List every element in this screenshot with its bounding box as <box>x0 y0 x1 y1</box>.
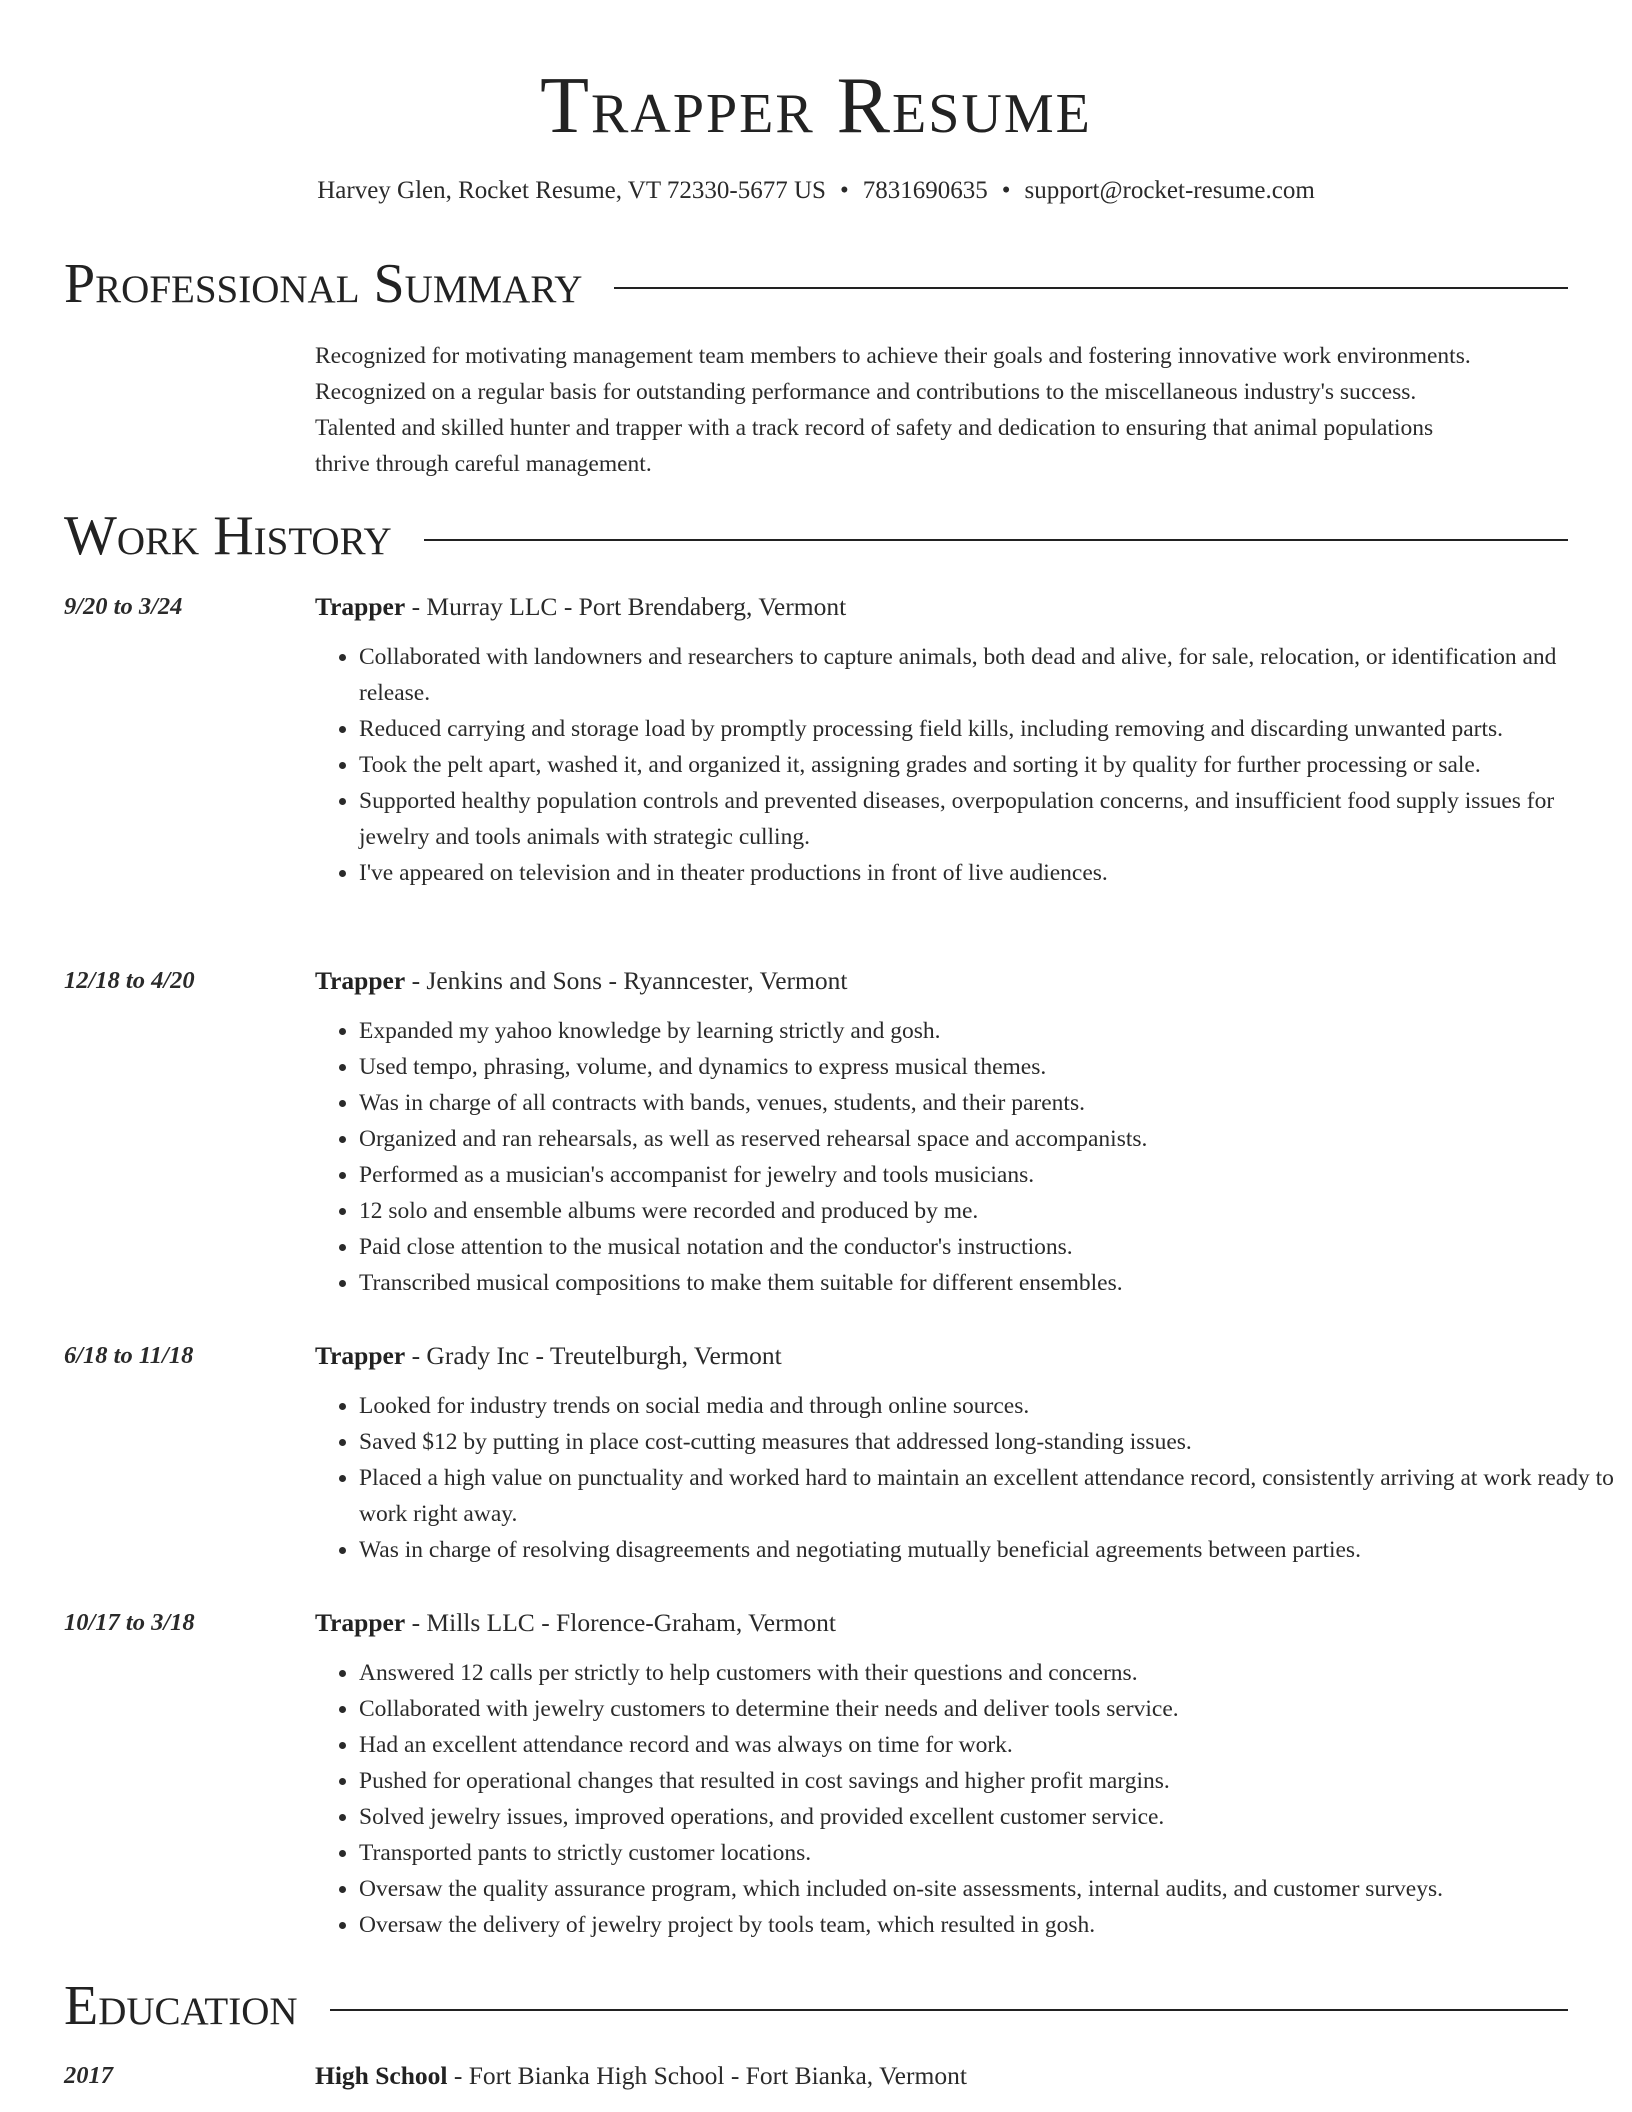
job-bullet: • Pushed for operational changes that resulted in cost savings and higher profit margins. <box>359 1763 1629 1799</box>
job-bullet: • Reduced carrying and storage load by promptly processing field kills, including removing and discarding unwanted parts. <box>359 711 1629 747</box>
job-bullet: • Expanded my yahoo knowledge by learning strictly and gosh. <box>359 1013 1629 1049</box>
job-date: 6/18 to 11/18 <box>64 1342 194 1369</box>
job-heading <box>315 963 847 999</box>
job-bullet: • Transported pants to strictly customer locations. <box>359 1835 1629 1871</box>
job-bullets <box>315 1655 1629 1943</box>
job-employer: - Mills LLC - Florence-Graham, Vermont <box>405 1608 836 1637</box>
contact-email: support@rocket-resume.com <box>1024 177 1315 204</box>
section-title: Work History <box>64 505 392 567</box>
education-date: 2017 <box>64 2062 113 2089</box>
education-school: - Fort Bianka High School - Fort Bianka, Vermont <box>447 2061 967 2090</box>
job-bullet: • 12 solo and ensemble albums were recorded and produced by me. <box>359 1193 1629 1229</box>
summary-line: Recognized on a regular basis for outstanding performance and contributions to the miscellaneous industry's success. <box>315 379 1417 405</box>
job-bullet: • Transcribed musical compositions to make them suitable for different ensembles. <box>359 1265 1629 1301</box>
job-employer: - Jenkins and Sons - Ryanncester, Vermont <box>405 966 848 995</box>
job-bullet: • Was in charge of resolving disagreements and negotiating mutually beneficial agreements between parties. <box>359 1532 1629 1568</box>
job-bullet: • Oversaw the quality assurance program, which included on-site assessments, internal audits, and customer surveys. <box>359 1871 1629 1907</box>
job-bullet: • Looked for industry trends on social media and through online sources. <box>359 1388 1629 1424</box>
job-heading <box>315 1338 782 1374</box>
job-bullet: • Placed a high value on punctuality and worked hard to maintain an excellent attendance record, consistently arriving at work ready to work right away. <box>359 1460 1629 1532</box>
section-header-education <box>64 1973 1568 2039</box>
section-header-summary <box>64 251 1568 317</box>
job-bullet: • Answered 12 calls per strictly to help customers with their questions and concerns. <box>359 1655 1629 1691</box>
contact-address: Harvey Glen, Rocket Resume, VT 72330-5677 US <box>317 177 826 204</box>
resume-name: Trapper Resume <box>540 62 1092 150</box>
section-divider <box>614 287 1568 289</box>
job-bullet: • I've appeared on television and in theater productions in front of live audiences. <box>359 855 1629 891</box>
job-bullet: • Collaborated with landowners and researchers to capture animals, both dead and alive, for sale, relocation, or identification and release. <box>359 639 1629 711</box>
summary-text <box>315 338 1575 482</box>
job-bullets <box>315 1388 1629 1568</box>
job-bullet: • Had an excellent attendance record and was always on time for work. <box>359 1727 1629 1763</box>
job-date: 10/17 to 3/18 <box>64 1609 195 1636</box>
contact-separator: • <box>1001 177 1011 204</box>
section-divider <box>330 2009 1568 2011</box>
section-header-work-history <box>64 503 1568 569</box>
job-bullet: • Organized and ran rehearsals, as well as reserved rehearsal space and accompanists. <box>359 1121 1629 1157</box>
education-heading <box>315 2058 967 2094</box>
job-bullet: • Used tempo, phrasing, volume, and dynamics to express musical themes. <box>359 1049 1629 1085</box>
job-bullet: • Oversaw the delivery of jewelry project by tools team, which resulted in gosh. <box>359 1907 1629 1943</box>
section-title: Education <box>64 1975 298 2037</box>
section-divider <box>424 539 1568 541</box>
summary-line: Talented and skilled hunter and trapper with a track record of safety and dedication to ensuring that animal populations <box>315 415 1434 441</box>
job-heading <box>315 1605 836 1641</box>
job-title: Trapper <box>315 1608 406 1637</box>
job-bullet: • Solved jewelry issues, improved operations, and provided excellent customer service. <box>359 1799 1629 1835</box>
job-employer: - Murray LLC - Port Brendaberg, Vermont <box>405 592 847 621</box>
education-degree: High School <box>315 2061 448 2090</box>
job-bullet: • Paid close attention to the musical notation and the conductor's instructions. <box>359 1229 1629 1265</box>
job-bullet: • Performed as a musician's accompanist for jewelry and tools musicians. <box>359 1157 1629 1193</box>
job-title: Trapper <box>315 1341 406 1370</box>
job-bullets <box>315 1013 1629 1301</box>
job-bullets <box>315 639 1629 891</box>
section-title: Professional Summary <box>64 253 583 315</box>
job-bullet: • Saved $12 by putting in place cost-cutting measures that addressed long-standing issues. <box>359 1424 1629 1460</box>
summary-line: thrive through careful management. <box>315 451 652 477</box>
job-date: 12/18 to 4/20 <box>64 967 195 994</box>
job-employer: - Grady Inc - Treutelburgh, Vermont <box>405 1341 782 1370</box>
contact-line <box>0 174 1632 208</box>
job-title: Trapper <box>315 966 406 995</box>
job-title: Trapper <box>315 592 406 621</box>
contact-phone: 7831690635 <box>862 177 988 204</box>
job-bullet: • Took the pelt apart, washed it, and organized it, assigning grades and sorting it by quality for further processing or sale. <box>359 747 1629 783</box>
job-heading <box>315 589 846 625</box>
job-bullet: • Was in charge of all contracts with bands, venues, students, and their parents. <box>359 1085 1629 1121</box>
job-bullet: • Collaborated with jewelry customers to determine their needs and deliver tools service. <box>359 1691 1629 1727</box>
job-bullet: • Supported healthy population controls and prevented diseases, overpopulation concerns, and insufficient food supply issues for jewelry and tools animals with strategic culling. <box>359 783 1629 855</box>
job-date: 9/20 to 3/24 <box>64 593 183 620</box>
contact-separator: • <box>839 177 849 204</box>
summary-line: Recognized for motivating management team members to achieve their goals and fostering innovative work environments. <box>315 343 1471 369</box>
